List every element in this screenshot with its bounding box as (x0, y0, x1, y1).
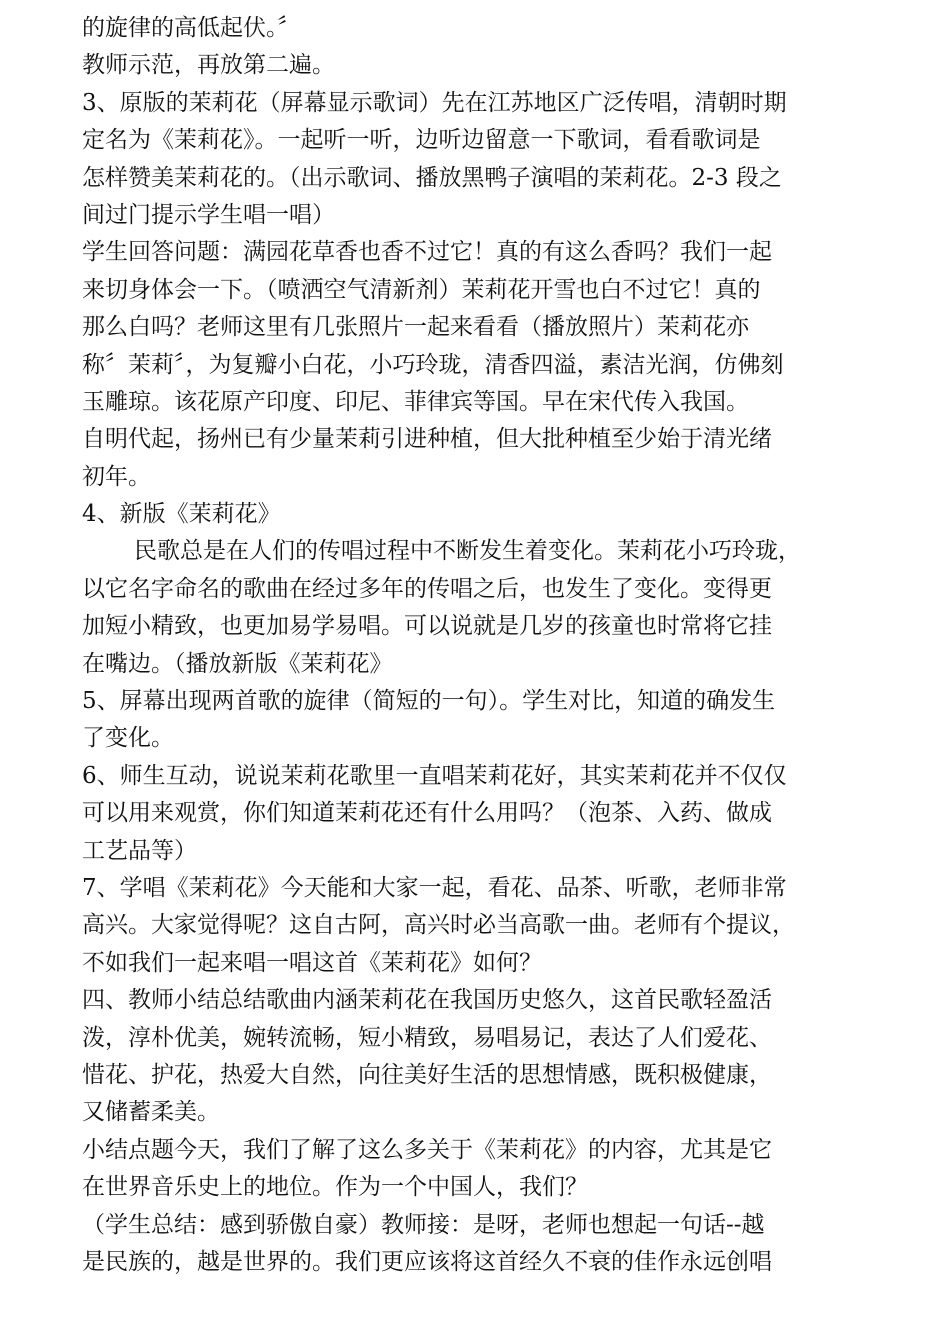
text-line: 高兴。大家觉得呢？这自古阿，高兴时必当高歌一曲。老师有个提议， (82, 912, 795, 939)
text-line: 初年。 (82, 463, 151, 490)
text-line: 怎样赞美茉莉花的。（出示歌词、播放黑鸭子演唱的茉莉花。2-3 段之 (82, 164, 782, 191)
text-line: 玉雕琼。该花原产印度、印尼、菲律宾等国。早在宋代传入我国。 (82, 388, 749, 415)
text-line: 以它名字命名的歌曲在经过多年的传唱之后，也发生了变化。变得更 (82, 575, 772, 602)
text-line: 教师示范，再放第二遍。 (82, 52, 335, 79)
text-line: 泼，淳朴优美，婉转流畅，短小精致，易唱易记，表达了人们爱花、 (82, 1024, 772, 1051)
text-line: 4、新版《茉莉花》 (82, 501, 281, 528)
text-line: 间过门提示学生唱一唱） (82, 201, 335, 228)
text-line: 工艺品等） (82, 837, 197, 864)
document-page (82, 10, 882, 1281)
text-line: 在嘴边。（播放新版《茉莉花》 (82, 650, 393, 677)
text-line: 在世界音乐史上的地位。作为一个中国人，我们？ (82, 1174, 588, 1201)
text-line: 学生回答问题：满园花草香也香不过它！真的有这么香吗？我们一起 (82, 239, 772, 266)
text-line: 定名为《茉莉花》。一起听一听，边听边留意一下歌词，看看歌词是 (82, 127, 761, 154)
text-line: 7、学唱《茉莉花》今天能和大家一起，看花、品茶、听歌，老师非常 (82, 874, 787, 901)
text-line: 了变化。 (82, 725, 174, 752)
text-line: 是民族的，越是世界的。我们更应该将这首经久不衰的佳作永远创唱 (82, 1248, 772, 1275)
text-line: 四、教师小结总结歌曲内涵茉莉花在我国历史悠久，这首民歌轻盈活 (82, 987, 772, 1014)
text-line: 加短小精致，也更加易学易唱。可以说就是几岁的孩童也时常将它挂 (82, 613, 772, 640)
text-line: （学生总结：感到骄傲自豪）教师接：是呀，老师也想起一句话--越 (82, 1211, 765, 1238)
text-line: 又储蓄柔美。 (82, 1099, 220, 1126)
text-line: 的旋律的高低起伏。〞 (82, 15, 301, 41)
text-line: 自明代起，扬州已有少量茉莉引进种植，但大批种植至少始于清光绪 (82, 426, 772, 453)
text-line: 那么白吗？老师这里有几张照片一起来看看（播放照片）茉莉花亦 (82, 314, 749, 341)
text-line: 小结点题今天，我们了解了这么多关于《茉莉花》的内容，尤其是它 (82, 1136, 772, 1163)
text-line: 可以用来观赏，你们知道茉莉花还有什么用吗？（泡茶、入药、做成 (82, 800, 772, 827)
text-line: 6、师生互动，说说茉莉花歌里一直唱茉莉花好，其实茉莉花并不仅仅 (82, 762, 787, 789)
text-line: 3、原版的茉莉花（屏幕显示歌词）先在江苏地区广泛传唱，清朝时期 (82, 89, 787, 116)
text-line: 来切身体会一下。（喷洒空气清新剂）茉莉花开雪也白不过它！真的 (82, 276, 761, 303)
text-line: 称〞茉莉〞，为复瓣小白花，小巧玲珑，清香四溢，素洁光润，仿佛刻 (82, 351, 784, 378)
text-line: 惜花、护花，热爱大自然，向往美好生活的思想情感，既积极健康， (82, 1061, 772, 1088)
text-line: 不如我们一起来唱一唱这首《茉莉花》如何？ (82, 949, 542, 976)
text-line: 民歌总是在人们的传唱过程中不断发生着变化。茉莉花小巧玲珑， (134, 538, 801, 565)
text-line: 5、屏幕出现两首歌的旋律（简短的一句）。学生对比，知道的确发生 (82, 688, 776, 715)
